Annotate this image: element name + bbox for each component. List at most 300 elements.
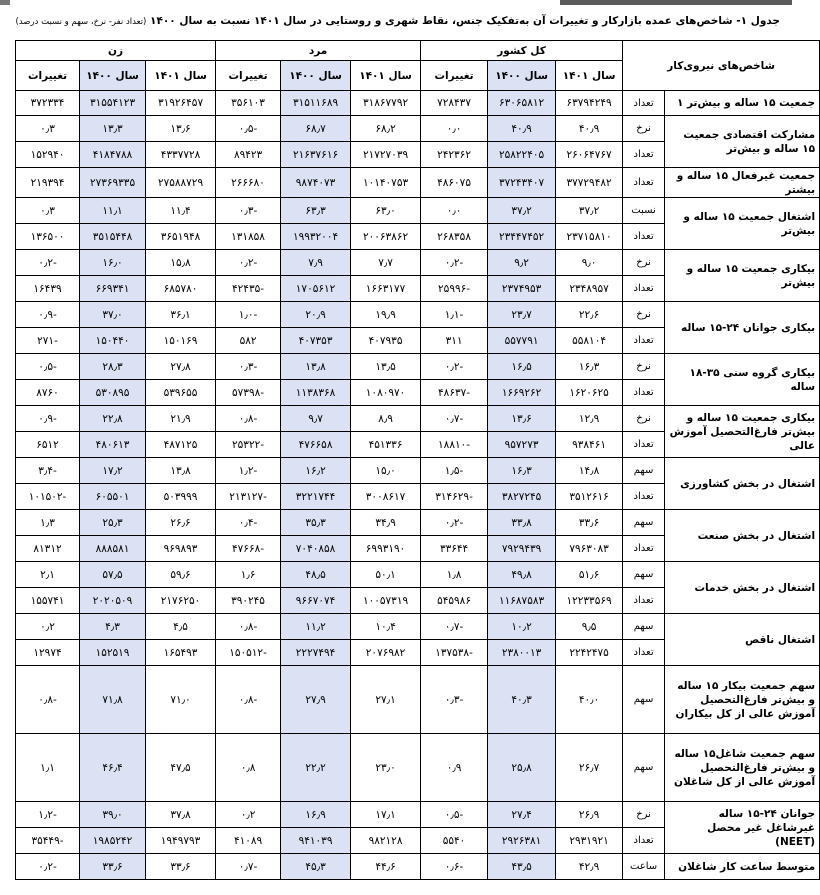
value-cell: -۳۱۴۶۲۹	[421, 484, 488, 510]
value-cell: ۸۹۴۲۳	[216, 142, 281, 168]
value-cell: ۱۵۲۹۴۰	[16, 142, 80, 168]
value-cell: ۲۵٫۸	[488, 734, 556, 802]
unit-label: تعداد	[623, 588, 665, 614]
indicator-label: اشتغال در بخش صنعت	[665, 510, 820, 562]
value-cell: ۳۱۵۱۱۶۸۹	[281, 91, 351, 116]
value-cell: -۲۵۳۲۲	[216, 432, 281, 458]
value-cell: -۰٫۶	[421, 854, 488, 880]
indicator-label: مشارکت اقتصادی جمعیت ۱۵ ساله و بیش‌تر	[665, 116, 820, 168]
value-cell: ۶۸۵۷۸۰	[146, 276, 216, 302]
unit-label: ساعت	[623, 854, 665, 880]
value-cell: -۲۷۱	[16, 328, 80, 354]
value-cell: ۲۵٫۳	[80, 510, 146, 536]
value-cell: ۱۵٫۸	[146, 250, 216, 276]
table-body	[16, 91, 820, 880]
col-1401: سال ۱۴۰۱	[556, 61, 623, 91]
labor-market-table	[15, 40, 820, 880]
value-cell: -۰٫۹	[16, 302, 80, 328]
value-cell: ۱۶۲۰۶۲۵	[556, 380, 623, 406]
value-cell: ۱۹٫۹	[351, 302, 421, 328]
table-row	[16, 510, 820, 536]
unit-label: نرخ	[623, 802, 665, 828]
header-indicator: شاخص‌های نیروی‌کار	[623, 41, 820, 91]
indicator-label: اشتغال در بخش خدمات	[665, 562, 820, 614]
unit-label: تعداد	[623, 224, 665, 250]
value-cell: ۹٫۰	[556, 250, 623, 276]
value-cell: ۳۱۸۶۷۷۹۲	[351, 91, 421, 116]
value-cell: ۴٫۳	[80, 614, 146, 640]
value-cell: ۲۷٫۱	[351, 666, 421, 734]
value-cell: ۱۲۲۳۳۵۶۹	[556, 588, 623, 614]
value-cell: ۳۳٫۶	[146, 854, 216, 880]
value-cell: ۲۰۷۶۹۸۲	[351, 640, 421, 666]
value-cell: ۷۹۶۳۰۸۳	[556, 536, 623, 562]
value-cell: ۲۶۶۶۸۰	[216, 168, 281, 198]
value-cell: ۶۸٫۷	[281, 116, 351, 142]
value-cell: ۳۶۵۱۹۴۸	[146, 224, 216, 250]
value-cell: ۱۳٫۸	[281, 354, 351, 380]
value-cell: ۴۰٫۳	[488, 666, 556, 734]
value-cell: -۰٫۵	[216, 116, 281, 142]
value-cell: ۱۴٫۸	[556, 458, 623, 484]
value-cell: ۲۳۴۴۷۴۵۲	[488, 224, 556, 250]
value-cell: ۲۷۵۸۸۷۲۹	[146, 168, 216, 198]
caption-unit: (تعداد نفر- نرخ، سهم و نسبت درصد)	[15, 17, 147, 27]
value-cell: ۲۳٫۷	[488, 302, 556, 328]
value-cell: ۳۷۷۲۹۴۸۲	[556, 168, 623, 198]
value-cell: ۱۹۴۹۷۹۳	[146, 828, 216, 854]
value-cell: ۳۲۲۱۷۴۴	[281, 484, 351, 510]
value-cell: ۲۶٫۷	[556, 734, 623, 802]
value-cell: ۱۰۱۴۰۷۵۳	[351, 168, 421, 198]
col-change: تغییرات	[421, 61, 488, 91]
value-cell: ۱۰٫۴	[351, 614, 421, 640]
unit-label: نرخ	[623, 406, 665, 432]
value-cell: ۱۳٫۸	[146, 458, 216, 484]
value-cell: ۲۴۲۳۶۲	[421, 142, 488, 168]
value-cell: ۰٫۳	[16, 198, 80, 224]
value-cell: ۱۹۸۵۲۴۲	[80, 828, 146, 854]
value-cell: ۹۶۹۸۹۳	[146, 536, 216, 562]
value-cell: ۵۴۵۹۸۶	[421, 588, 488, 614]
value-cell: -۰٫۲	[421, 510, 488, 536]
value-cell: -۰٫۳	[421, 666, 488, 734]
value-cell: ۱۷٫۱	[351, 802, 421, 828]
unit-label: سهم	[623, 562, 665, 588]
value-cell: ۰٫۹	[421, 734, 488, 802]
value-cell: ۶۵۱۲	[16, 432, 80, 458]
value-cell: ۶۳٫۰	[351, 198, 421, 224]
unit-label: تعداد	[623, 276, 665, 302]
value-cell: ۳۹۰۲۴۵	[216, 588, 281, 614]
value-cell: ۱۵۰۴۴۰	[80, 328, 146, 354]
indicator-label: بیکاری جوانان ۲۴-۱۵ ساله	[665, 302, 820, 354]
value-cell: ۶۳۰۶۵۸۱۲	[488, 91, 556, 116]
value-cell: ۳۵۱۵۴۴۸	[80, 224, 146, 250]
value-cell: ۳۳۶۴۴	[421, 536, 488, 562]
value-cell: ۷۱٫۰	[146, 666, 216, 734]
value-cell: ۴۹٫۸	[488, 562, 556, 588]
value-cell: -۰٫۴	[216, 510, 281, 536]
value-cell: ۳۶٫۱	[146, 302, 216, 328]
value-cell: ۳۵۱۲۶۱۶	[556, 484, 623, 510]
col-1401: سال ۱۴۰۱	[146, 61, 216, 91]
table-row	[16, 198, 820, 224]
top-bar	[560, 0, 792, 5]
table-row	[16, 406, 820, 432]
value-cell: ۲۹۲۶۳۸۱	[488, 828, 556, 854]
unit-label: تعداد	[623, 142, 665, 168]
value-cell: -۵۷۳۹۸	[216, 380, 281, 406]
value-cell: ۲۱۷۲۷۰۳۹	[351, 142, 421, 168]
value-cell: ۴۸۶۰۷۵	[421, 168, 488, 198]
value-cell: ۶۸٫۲	[351, 116, 421, 142]
value-cell: ۳۷٫۸	[146, 802, 216, 828]
table-row	[16, 250, 820, 276]
value-cell: ۹٫۵	[556, 614, 623, 640]
value-cell: ۵۹٫۶	[146, 562, 216, 588]
value-cell: ۵۵۴۰	[421, 828, 488, 854]
value-cell: ۴۷٫۵	[146, 734, 216, 802]
value-cell: ۲۱۹۳۹۴	[16, 168, 80, 198]
value-cell: ۲۱۷۶۲۵۰	[146, 588, 216, 614]
value-cell: ۲۳۴۸۹۵۷	[556, 276, 623, 302]
unit-label: نرخ	[623, 354, 665, 380]
value-cell: -۴۲۴۳۵	[216, 276, 281, 302]
value-cell: ۴۰٫۹	[556, 116, 623, 142]
value-cell: ۶۳۷۹۴۲۴۹	[556, 91, 623, 116]
value-cell: ۱۵۰۱۶۹	[146, 328, 216, 354]
table-row	[16, 91, 820, 116]
value-cell: ۱۶٫۵	[488, 354, 556, 380]
value-cell: ۹۵۷۲۷۳	[488, 432, 556, 458]
value-cell: ۱٫۱	[16, 734, 80, 802]
value-cell: ۰٫۸	[216, 734, 281, 802]
value-cell: ۲۰۲۰۵۰۹	[80, 588, 146, 614]
value-cell: ۸۱۳۱۲	[16, 536, 80, 562]
col-1400: سال ۱۴۰۰	[281, 61, 351, 91]
value-cell: ۲۲۲۷۴۹۴	[281, 640, 351, 666]
value-cell: ۱۰۰۵۷۳۱۹	[351, 588, 421, 614]
table-row	[16, 614, 820, 640]
value-cell: -۰٫۵	[421, 802, 488, 828]
col-1400: سال ۱۴۰۰	[488, 61, 556, 91]
value-cell: -۲۱۳۱۲۷	[216, 484, 281, 510]
value-cell: ۳۸۲۷۲۴۵	[488, 484, 556, 510]
unit-label: تعداد	[623, 536, 665, 562]
value-cell: -۲۵۹۹۶	[421, 276, 488, 302]
table-row	[16, 168, 820, 198]
value-cell: ۵۳۹۶۵۵	[146, 380, 216, 406]
table-row	[16, 734, 820, 802]
value-cell: -۱۵۰۵۱۲	[216, 640, 281, 666]
value-cell: ۷۹۲۹۴۳۹	[488, 536, 556, 562]
indicator-label: بیکاری جمعیت ۱۵ ساله و بیش‌تر	[665, 250, 820, 302]
value-cell: ۳۰۰۸۶۱۷	[351, 484, 421, 510]
value-cell: ۱۶٫۰	[80, 250, 146, 276]
value-cell: ۲۶۸۳۵۸	[421, 224, 488, 250]
value-cell: ۴۸۰۶۱۳	[80, 432, 146, 458]
value-cell: -۰٫۷	[421, 406, 488, 432]
value-cell: -۰٫۸	[216, 666, 281, 734]
value-cell: ۰٫۰	[421, 116, 488, 142]
value-cell: -۱٫۲	[16, 802, 80, 828]
value-cell: ۱٫۸	[421, 562, 488, 588]
table-row	[16, 458, 820, 484]
value-cell: ۳۵۶۱۰۳	[216, 91, 281, 116]
unit-label: سهم	[623, 614, 665, 640]
value-cell: ۰٫۲	[216, 802, 281, 828]
unit-label: تعداد	[623, 484, 665, 510]
value-cell: ۱۶۶۳۱۷۷	[351, 276, 421, 302]
unit-label: تعداد	[623, 91, 665, 116]
value-cell: -۳٫۴	[16, 458, 80, 484]
value-cell: -۰٫۲	[421, 354, 488, 380]
value-cell: -۰٫۲	[16, 250, 80, 276]
value-cell: ۲۳۷۴۹۵۳	[488, 276, 556, 302]
value-cell: ۱۹۹۳۲۰۰۴	[281, 224, 351, 250]
value-cell: -۰٫۸	[216, 406, 281, 432]
value-cell: ۱۲٫۹	[556, 406, 623, 432]
indicator-label: جمعیت ۱۵ ساله و بیش‌تر ۱	[665, 91, 820, 116]
header-group-total: کل کشور	[421, 41, 623, 61]
value-cell: -۰٫۳	[216, 354, 281, 380]
value-cell: ۲۹۳۱۹۲۱	[556, 828, 623, 854]
value-cell: ۱۶۴۳۹	[16, 276, 80, 302]
value-cell: ۱۶٫۲	[281, 458, 351, 484]
value-cell: ۱٫۶	[216, 562, 281, 588]
value-cell: ۴۵٫۳	[281, 854, 351, 880]
value-cell: ۷۰۴۰۸۵۸	[281, 536, 351, 562]
unit-label: سهم	[623, 510, 665, 536]
value-cell: ۴۰٫۰	[556, 666, 623, 734]
table-row	[16, 562, 820, 588]
value-cell: ۳۳٫۶	[556, 510, 623, 536]
indicator-label: سهم جمعیت بیکار ۱۵ ساله و بیش‌تر فارغ‌التحصیل آموزش عالی از کل بیکاران	[665, 666, 820, 734]
unit-label: سهم	[623, 458, 665, 484]
value-cell: ۳۳٫۶	[80, 854, 146, 880]
value-cell: -۰٫۳	[216, 198, 281, 224]
value-cell: ۴۱۸۴۷۸۸	[80, 142, 146, 168]
value-cell: ۴٫۵	[146, 614, 216, 640]
value-cell: -۰٫۷	[216, 854, 281, 880]
value-cell: ۰٫۰	[421, 198, 488, 224]
value-cell: ۳۷۲۴۳۴۰۷	[488, 168, 556, 198]
value-cell: -۴۷۶۶۸	[216, 536, 281, 562]
value-cell: ۱۶٫۹	[281, 802, 351, 828]
value-cell: ۳۷٫۰	[80, 302, 146, 328]
value-cell: ۴۸۷۱۲۵	[146, 432, 216, 458]
value-cell: ۳۵٫۳	[281, 510, 351, 536]
value-cell: ۴۲٫۹	[556, 854, 623, 880]
unit-label: نرخ	[623, 250, 665, 276]
top-bar-left	[0, 0, 10, 5]
header-group-male: مرد	[216, 41, 421, 61]
value-cell: ۲۵۸۲۲۴۰۵	[488, 142, 556, 168]
value-cell: -۱٫۲	[216, 458, 281, 484]
value-cell: ۱٫۳	[16, 510, 80, 536]
value-cell: ۲٫۱	[16, 562, 80, 588]
value-cell: ۴۰۷۳۵۳	[281, 328, 351, 354]
value-cell: ۲۶٫۶	[146, 510, 216, 536]
value-cell: -۰٫۹	[16, 406, 80, 432]
value-cell: ۴۶٫۴	[80, 734, 146, 802]
indicator-label: اشتغال ناقص	[665, 614, 820, 666]
col-change: تغییرات	[216, 61, 281, 91]
value-cell: ۱۰٫۲	[488, 614, 556, 640]
value-cell: ۱۱٫۴	[146, 198, 216, 224]
value-cell: ۵۳۰۸۹۵	[80, 380, 146, 406]
value-cell: ۱۶٫۳	[556, 354, 623, 380]
value-cell: ۵۰٫۱	[351, 562, 421, 588]
value-cell: ۷٫۹	[281, 250, 351, 276]
col-change: تغییرات	[16, 61, 80, 91]
unit-label: نسبت	[623, 198, 665, 224]
caption-title: جدول ۱- شاخص‌های عمده بازارکار و تغییرات آن به‌تفکیک جنس، نقاط شهری و روستایی در سال ۱۴۰۱ نسبت به سال ۱۴۰۰	[150, 15, 780, 27]
value-cell: ۲۳٫۰	[351, 734, 421, 802]
value-cell: ۲۷٫۹	[281, 666, 351, 734]
value-cell: ۴۵۱۳۳۶	[351, 432, 421, 458]
value-cell: -۰٫۲	[16, 854, 80, 880]
value-cell: ۳۱۹۲۶۴۵۷	[146, 91, 216, 116]
indicator-label: جمعیت غیرفعال ۱۵ ساله و بیشتر	[665, 168, 820, 198]
value-cell: ۳۹٫۰	[80, 802, 146, 828]
value-cell: ۱۶٫۳	[488, 458, 556, 484]
value-cell: ۲۲۴۲۴۷۵	[556, 640, 623, 666]
value-cell: ۱۳٫۶	[146, 116, 216, 142]
header-group-female: زن	[16, 41, 216, 61]
value-cell: ۴۴٫۶	[351, 854, 421, 880]
value-cell: ۱۱۶۸۷۵۸۳	[488, 588, 556, 614]
value-cell: ۹۸۲۱۲۸	[351, 828, 421, 854]
table-row	[16, 116, 820, 142]
indicator-label: متوسط ساعت کار شاغلان	[665, 854, 820, 880]
value-cell: ۶۰۵۵۰۱	[80, 484, 146, 510]
value-cell: ۵۵۸۱۰۴	[556, 328, 623, 354]
value-cell: ۲۲٫۸	[80, 406, 146, 432]
value-cell: -۱٫۰	[216, 302, 281, 328]
value-cell: ۱۱٫۲	[281, 614, 351, 640]
value-cell: ۹۴۱۰۳۹	[281, 828, 351, 854]
value-cell: ۱۵٫۰	[351, 458, 421, 484]
value-cell: ۲۰٫۹	[281, 302, 351, 328]
value-cell: ۶۳٫۳	[281, 198, 351, 224]
unit-label: تعداد	[623, 328, 665, 354]
value-cell: ۴۱۰۸۹	[216, 828, 281, 854]
value-cell: ۲۸٫۳	[80, 354, 146, 380]
value-cell: ۴۷۶۶۵۸	[281, 432, 351, 458]
table-caption	[10, 15, 780, 29]
value-cell: ۴۰۷۹۳۵	[351, 328, 421, 354]
indicator-label: اشتغال جمعیت ۱۵ ساله و بیش‌تر	[665, 198, 820, 250]
unit-label: تعداد	[623, 168, 665, 198]
value-cell: -۴۸۶۳۷	[421, 380, 488, 406]
value-cell: ۸٫۹	[351, 406, 421, 432]
value-cell: ۵۷٫۵	[80, 562, 146, 588]
indicator-label: سهم جمعیت شاغل۱۵ ساله و بیش‌تر فارغ‌التحصیل آموزش عالی از کل شاغلان	[665, 734, 820, 802]
value-cell: ۲۶۰۶۴۷۶۷	[556, 142, 623, 168]
value-cell: ۲۳۷۱۵۸۱۰	[556, 224, 623, 250]
value-cell: ۱۶۶۹۲۶۲	[488, 380, 556, 406]
value-cell: ۲۷۳۶۹۳۳۵	[80, 168, 146, 198]
value-cell: ۵۰۳۹۹۹	[146, 484, 216, 510]
value-cell: ۳۷٫۲	[556, 198, 623, 224]
value-cell: ۱۳٫۶	[488, 406, 556, 432]
value-cell: ۹۶۶۷۰۷۴	[281, 588, 351, 614]
value-cell: ۶۹۹۳۱۹۰	[351, 536, 421, 562]
table-row	[16, 354, 820, 380]
value-cell: ۱۱۳۸۳۶۸	[281, 380, 351, 406]
value-cell: ۸۷۶۰	[16, 380, 80, 406]
value-cell: -۰٫۵	[16, 354, 80, 380]
value-cell: ۴۳۳۷۷۲۸	[146, 142, 216, 168]
indicator-label: اشتغال در بخش کشاورزی	[665, 458, 820, 510]
value-cell: ۲۶٫۹	[556, 802, 623, 828]
value-cell: -۰٫۲	[421, 250, 488, 276]
unit-label: سهم	[623, 666, 665, 734]
value-cell: ۱۳۶۵۰۰	[16, 224, 80, 250]
table-row	[16, 666, 820, 734]
table-row	[16, 302, 820, 328]
value-cell: ۱۷٫۲	[80, 458, 146, 484]
value-cell: ۹۳۸۴۶۱	[556, 432, 623, 458]
value-cell: ۰٫۳	[16, 116, 80, 142]
value-cell: ۷۲۸۴۳۷	[421, 91, 488, 116]
col-1401: سال ۱۴۰۱	[351, 61, 421, 91]
value-cell: ۸۸۸۵۸۱	[80, 536, 146, 562]
value-cell: ۲۷٫۸	[146, 354, 216, 380]
value-cell: ۹٫۲	[488, 250, 556, 276]
table-row	[16, 854, 820, 880]
value-cell: -۳۵۴۴۹	[16, 828, 80, 854]
value-cell: ۱۳٫۵	[351, 354, 421, 380]
value-cell: -۰٫۸	[16, 666, 80, 734]
value-cell: -۱۰۱۵۰۲	[16, 484, 80, 510]
unit-label: نرخ	[623, 116, 665, 142]
value-cell: ۱۷۰۵۶۱۲	[281, 276, 351, 302]
value-cell: ۰٫۲	[16, 614, 80, 640]
value-cell: ۱۲۹۷۴	[16, 640, 80, 666]
value-cell: ۳۴٫۹	[351, 510, 421, 536]
value-cell: ۱۱٫۱	[80, 198, 146, 224]
value-cell: ۲۰۰۶۳۸۶۲	[351, 224, 421, 250]
value-cell: ۲۲٫۲	[281, 734, 351, 802]
value-cell: ۱۰۸۰۹۷۰	[351, 380, 421, 406]
value-cell: ۲۳۸۰۰۱۳	[488, 640, 556, 666]
value-cell: -۱۳۷۵۳۸	[421, 640, 488, 666]
value-cell: ۵۸۲	[216, 328, 281, 354]
value-cell: -۱٫۱	[421, 302, 488, 328]
unit-label: تعداد	[623, 828, 665, 854]
indicator-label: بیکاری جمعیت ۱۵ ساله و بیش‌تر فارغ‌التحصیل آموزش عالی	[665, 406, 820, 458]
value-cell: ۲۷٫۴	[488, 802, 556, 828]
value-cell: ۲۱٫۹	[146, 406, 216, 432]
value-cell: ۴۰٫۹	[488, 116, 556, 142]
value-cell: ۱۳۱۸۵۸	[216, 224, 281, 250]
value-cell: -۰٫۸	[216, 614, 281, 640]
value-cell: ۵۱٫۶	[556, 562, 623, 588]
value-cell: ۱۵۲۵۱۹	[80, 640, 146, 666]
value-cell: ۶۶۹۳۴۱	[80, 276, 146, 302]
value-cell: -۱٫۵	[421, 458, 488, 484]
table-row	[16, 802, 820, 828]
value-cell: ۴۳٫۵	[488, 854, 556, 880]
unit-label: تعداد	[623, 380, 665, 406]
unit-label: سهم	[623, 734, 665, 802]
value-cell: ۱۶۵۴۹۳	[146, 640, 216, 666]
value-cell: ۷٫۷	[351, 250, 421, 276]
value-cell: ۱۳٫۳	[80, 116, 146, 142]
